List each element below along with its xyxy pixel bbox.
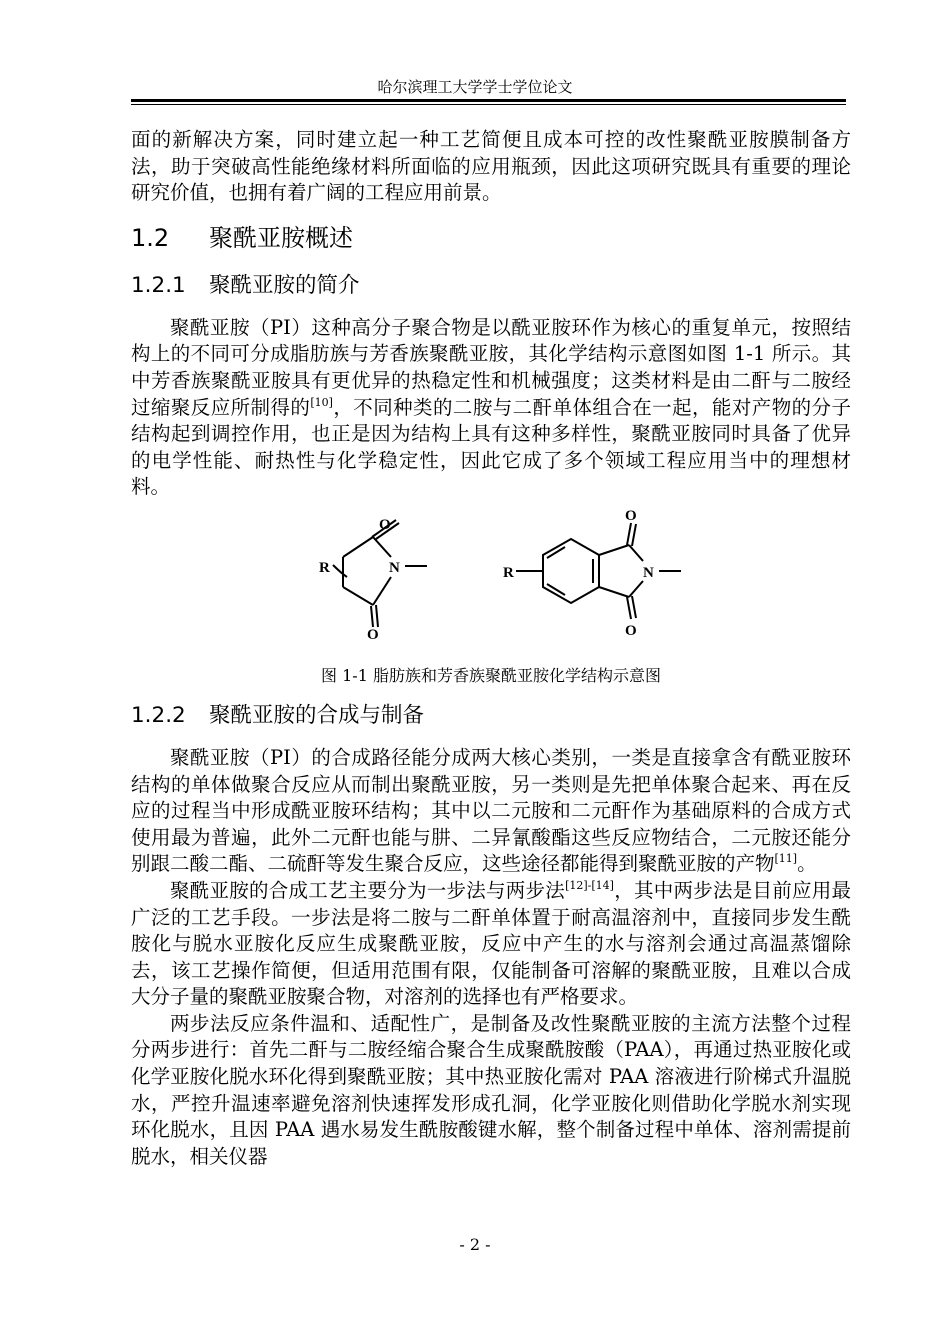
- paragraph-continuation: 面的新解决方案，同时建立起一种工艺简便且成本可控的改性聚酰亚胺膜制备方法，助于突破高性能绝缘材料所面临的应用瓶颈，因此这项研究既具有重要的理论研究价值，也拥有着广阔的工程应用前景。: [131, 128, 851, 205]
- aromatic-imide-structure: [516, 523, 681, 619]
- atom-label-o: O: [625, 507, 637, 524]
- aliphatic-imide-structure: [333, 520, 427, 627]
- atom-label-r: R: [503, 564, 514, 581]
- figure-caption: 图 1-1 脂肪族和芳香族聚酰亚胺化学结构示意图: [321, 665, 661, 685]
- atom-label-o: O: [379, 516, 391, 533]
- section-number: 1.2: [131, 223, 170, 252]
- citation: [12]-[14]: [565, 878, 614, 892]
- citation: [10]: [310, 395, 333, 409]
- page-number: - 2 -: [459, 1235, 491, 1254]
- citation: [11]: [774, 852, 798, 866]
- header-rule-thick: [131, 99, 846, 102]
- section-title: 聚酰亚胺概述: [209, 223, 353, 252]
- subsection-number: 1.2.1: [131, 272, 186, 298]
- atom-label-o: O: [625, 622, 637, 639]
- running-header: 哈尔滨理工大学学士学位论文: [377, 78, 573, 96]
- paragraph-synthesis-routes: 聚酰亚胺（PI）的合成路径能分成两大核心类别，一类是直接拿含有酰亚胺环结构的单体做聚合反应从而制出聚酰亚胺，另一类则是先把单体聚合起来、再在反应的过程当中形成酰亚胺环结构；其中以二元胺和二元酐作为基础原料的合成方式使用最为普遍，此外二元酐也能与肼、二异氰酸酯这些反应物结合，二元胺还能分别跟二酸二酯、二硫酐等发生聚合反应，这些途径都能得到聚酰亚胺的产物[11]。: [131, 745, 851, 876]
- paragraph-one-step-method: 聚酰亚胺的合成工艺主要分为一步法与两步法[12]-[14]，其中两步法是目前应用最广泛的工艺手段。一步法是将二胺与二酐单体置于耐高温溶剂中，直接同步发生酰胺化与脱水亚胺化反应生成聚酰亚胺，反应中产生的水与溶剂会通过高温蒸馏除去，该工艺操作简便，但适用范围有限，仅能制备可溶解的聚酰亚胺，且难以合成大分子量的聚酰亚胺聚合物，对溶剂的选择也有严格要求。: [131, 878, 851, 1009]
- atom-label-n: N: [643, 564, 654, 581]
- paragraph-two-step-method: 两步法反应条件温和、适配性广，是制备及改性聚酰亚胺的主流方法整个过程分两步进行：首先二酐与二胺经缩合聚合生成聚酰胺酸（PAA），再通过热亚胺化或化学亚胺化脱水环化得到聚酰亚胺；其中热亚胺化需对 PAA 溶液进行阶梯式升温脱水，严控升温速率避免溶剂快速挥发形成孔洞，化学亚胺化则借助化学脱水剂实现环化脱水，且因 PAA 遇水易发生酰胺酸键水解，整个制备过程中单体、溶剂需提前脱水，相关仪器: [131, 1011, 851, 1168]
- subsection-title: 聚酰亚胺的简介: [209, 272, 360, 298]
- subsection-number: 1.2.2: [131, 702, 186, 728]
- subsection-title: 聚酰亚胺的合成与制备: [209, 702, 425, 728]
- page-content: [131, 127, 851, 1170]
- atom-label-r: R: [319, 559, 330, 576]
- subsection-heading-1-2-1: [131, 271, 851, 301]
- figure-1-1: [131, 507, 851, 661]
- paragraph-pi-intro: 聚酰亚胺（PI）这种高分子聚合物是以酰亚胺环作为核心的重复单元，按照结构上的不同可分成脂肪族与芳香族聚酰亚胺，其化学结构示意图如图 1-1 所示。其中芳香族聚酰亚胺具有更优异的热稳定性和机械强度；这类材料是由二酐与二胺经过缩聚反应所制得的[10]，不同种类的二胺与二酐单体组合在一起，能对产物的分子结构起到调控作用，也正是因为结构上具有这种多样性，聚酰亚胺同时具备了优异的电学性能、耐热性与化学稳定性，因此它成了多个领域工程应用当中的理想材料。: [131, 315, 851, 499]
- section-heading-1-2: [131, 221, 851, 257]
- atom-label-o: O: [367, 626, 379, 643]
- subsection-heading-1-2-2: [131, 701, 851, 731]
- atom-label-n: N: [389, 559, 400, 576]
- header-rule-thin: [131, 104, 846, 105]
- polyimide-structure-diagram: [281, 507, 721, 661]
